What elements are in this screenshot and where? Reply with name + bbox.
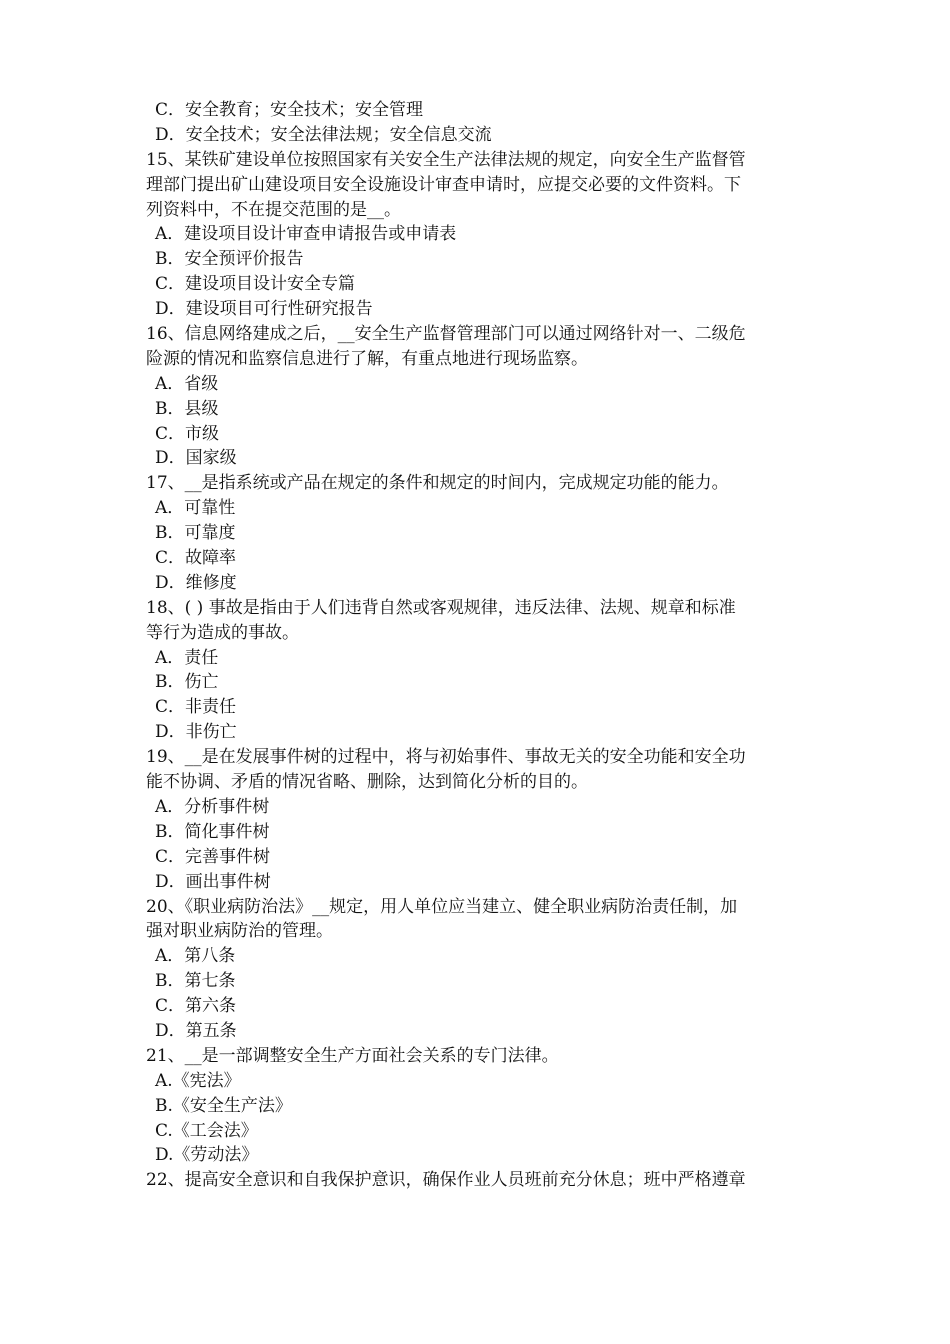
question-text-line: 能不协调、矛盾的情况省略、删除，达到简化分析的目的。 [146,772,588,793]
answer-option: A．责任 [155,647,219,668]
answer-option: C．第六条 [155,996,237,1017]
question-text-line: 19、__是在发展事件树的过程中，将与初始事件、事故无关的安全功能和安全功 [146,747,746,768]
question-text-line: 18、( ) 事故是指由于人们违背自然或客观规律，违反法律、法规、规章和标准 [146,597,736,618]
document-page [146,98,810,1193]
answer-option: B．县级 [155,398,219,419]
answer-option: B．简化事件树 [155,821,270,842]
answer-option: C．市级 [155,423,220,444]
question-text-line: 22、提高安全意识和自我保护意识，确保作业人员班前充分休息；班中严格遵章 [146,1170,746,1191]
answer-option: D．非伤亡 [155,722,237,743]
answer-option: B．安全预评价报告 [155,249,304,270]
answer-option: D．第五条 [155,1020,237,1041]
answer-option: D．画出事件树 [155,871,271,892]
question-text-line: 等行为造成的事故。 [146,622,299,643]
question-text-line: 21、__是一部调整安全生产方面社会关系的专门法律。 [146,1045,559,1066]
answer-option: A．可靠性 [155,498,236,519]
question-text-line: 20、《职业病防治法》__规定，用人单位应当建立、健全职业病防治责任制，加 [146,896,738,917]
answer-option: B．可靠度 [155,523,236,544]
answer-option: A．建设项目设计审查申请报告或申请表 [155,224,457,245]
answer-option: D．维修度 [155,572,237,593]
answer-option: C．故障率 [155,548,237,569]
answer-option: B.《安全生产法》 [155,1095,292,1116]
answer-option: A．省级 [155,373,219,394]
answer-option: C.《工会法》 [155,1120,258,1141]
answer-option: B．第七条 [155,971,236,992]
question-text-line: 险源的情况和监察信息进行了解，有重点地进行现场监察。 [146,348,588,369]
question-text-line: 理部门提出矿山建设项目安全设施设计审查申请时，应提交必要的文件资料。下 [146,174,741,195]
question-text-line: 16、信息网络建成之后，__安全生产监督管理部门可以通过网络针对一、二级危 [146,324,746,345]
question-text-line: 15、某铁矿建设单位按照国家有关安全生产法律法规的规定，向安全生产监督管 [146,149,746,170]
answer-option: A.《宪法》 [155,1070,241,1091]
answer-option: C．完善事件树 [155,846,271,867]
answer-option: D.《劳动法》 [155,1145,259,1166]
question-text-line: 列资料中，不在提交范围的是__。 [146,199,401,220]
answer-option: C．非责任 [155,697,237,718]
answer-option: C．安全教育；安全技术；安全管理 [155,100,424,120]
answer-option: A．第八条 [155,946,236,967]
answer-option: D．安全技术；安全法律法规；安全信息交流 [155,124,492,145]
answer-option: D．国家级 [155,448,237,469]
question-text-line: 17、__是指系统或产品在规定的条件和规定的时间内，完成规定功能的能力。 [146,473,729,494]
answer-option: C．建设项目设计安全专篇 [155,274,356,295]
question-text-line: 强对职业病防治的管理。 [146,921,333,942]
answer-option: A．分析事件树 [155,796,270,817]
answer-option: B．伤亡 [155,672,219,693]
answer-option: D．建设项目可行性研究报告 [155,299,373,320]
